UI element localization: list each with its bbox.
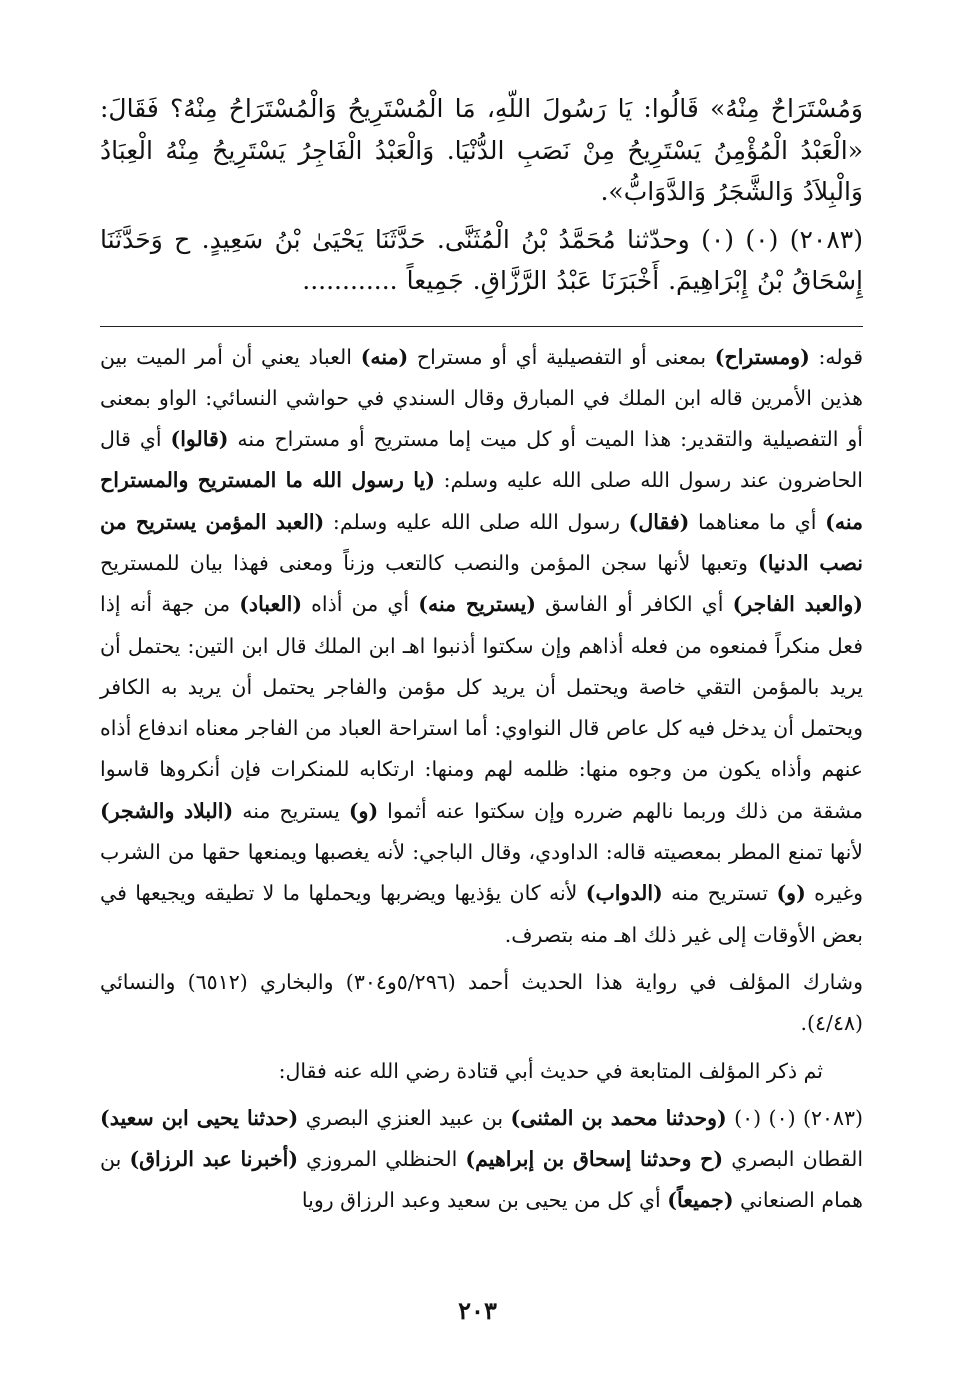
bold-text-run: (جميعاً) bbox=[667, 1188, 734, 1213]
bold-text-run: (والعبد الفاجر) bbox=[732, 592, 863, 617]
text-run: الحنظلي المروزي bbox=[298, 1147, 466, 1172]
commentary-paragraph: وشارك المؤلف في رواية هذا الحديث أحمد (٥/٢٩٦و٣٠٤) والبخاري (٦٥١٢) والنسائي (٤/٤٨). bbox=[100, 969, 863, 1036]
commentary bbox=[100, 337, 863, 1222]
hadith-text bbox=[100, 88, 863, 302]
text-run: وتعبها لأنها سجن المؤمن والنصب كالتعب وزناً ومعنى فهذا بيان للمستريح bbox=[100, 550, 759, 575]
bold-text-run: (الدواب) bbox=[585, 881, 663, 906]
page-number: ٢٠٣ bbox=[458, 1296, 497, 1325]
bold-text-run: (يستريح منه) bbox=[418, 592, 537, 617]
hadith-paragraph: وَمُسْتَرَاحٌ مِنْهُ» قَالُوا: يَا رَسُولَ اللّهِ، مَا الْمُسْتَرِيحُ وَالْمُسْتَرَاحُ مِنْهُ؟ فَقَالَ: «الْعَبْدُ الْمُؤْمِنُ يَسْتَرِيحُ مِنْ نَصَبِ الدُّنْيَا. وَالْعَبْدُ الْفَاجِرُ يَسْتَرِيحُ مِنْهُ الْعِبَادُ وَالْبِلاَدُ وَالشَّجَرُ وَالدَّوَابُّ». bbox=[100, 94, 863, 206]
bold-text-run: (العباد) bbox=[239, 592, 303, 617]
text-run: العباد يعني أن أمر الميت بين هذين الأمرين قاله ابن الملك في المبارق وقال السندي في حواشي النسائي: الواو بمعنى أو التفصيلية والتقدير: هذا الميت أو كل ميت إما مستريح أو مستراح منه bbox=[100, 344, 863, 452]
bold-text-run: (يا رسول الله ما المستريح والمستراح منه) bbox=[100, 468, 864, 534]
text-run: القطان البصري bbox=[723, 1147, 864, 1172]
text-run: لأنه كان يؤذيها ويضربها ويحملها ما لا تطيقه ويجيعها في بعض الأوقات إلى غير ذلك اهـ منه بتصرف. bbox=[100, 881, 863, 947]
text-run: قوله: bbox=[809, 344, 863, 369]
bold-text-run: (قالوا) bbox=[170, 427, 229, 452]
footnote-divider bbox=[100, 326, 863, 327]
text-run: لأنها تمنع المطر بمعصيته قاله: الداودي، وقال الباجي: لأنه يغصبها ويمنعها حقها من الشرب وغيره bbox=[100, 840, 864, 906]
commentary-paragraph bbox=[100, 1098, 863, 1222]
text-run: أي من أذاه bbox=[302, 592, 419, 617]
text-run: بمعنى أو التفصيلية أي أو مستراح bbox=[408, 344, 715, 369]
bold-text-run: (و) bbox=[348, 798, 379, 823]
text-run: بن همام الصنعاني bbox=[100, 1147, 863, 1213]
bold-text-run: (و) bbox=[776, 881, 806, 906]
bold-text-run: (حدثنا يحيى ابن سعيد) bbox=[100, 1105, 299, 1130]
text-run: أي الكافر أو الفاسق bbox=[536, 592, 733, 617]
commentary-paragraph: ثم ذكر المؤلف المتابعة في حديث أبي قتادة رضي الله عنه فقال: bbox=[278, 1058, 823, 1083]
bold-text-run: (العبد المؤمن يستريح من نصب الدنيا) bbox=[100, 509, 863, 575]
text-run: بن عبيد العنزي البصري bbox=[298, 1105, 511, 1130]
bold-text-run: (وحدثنا محمد بن المثنى) bbox=[510, 1105, 727, 1130]
bold-text-run: (منه) bbox=[360, 344, 409, 369]
bold-text-run: (فقال) bbox=[628, 509, 690, 534]
bold-text-run: (البلاد والشجر) bbox=[100, 798, 234, 823]
text-run: أي ما معناهما bbox=[689, 509, 826, 534]
text-run: أي كل من يحيى بن سعيد وعبد الرزاق رويا bbox=[301, 1188, 668, 1213]
commentary-paragraph bbox=[100, 337, 863, 956]
text-run: (٢٠٨٣) (٠) (٠) bbox=[726, 1105, 864, 1130]
bold-text-run: (ومستراح) bbox=[714, 344, 810, 369]
text-run: رسول الله صلى الله عليه وسلم: bbox=[324, 509, 629, 534]
text-run: أي قال الحاضرون عند رسول الله صلى الله عليه وسلم: bbox=[100, 427, 863, 493]
bold-text-run: (ح وحدثنا إسحاق بن إبراهيم) bbox=[465, 1147, 724, 1172]
text-run: تستريح منه bbox=[662, 881, 777, 906]
bold-text-run: (أخبرنا عبد الرزاق) bbox=[129, 1147, 299, 1172]
text-run: يستريح منه bbox=[233, 798, 349, 823]
hadith-chain-paragraph: (٢٠٨٣) (٠) (٠) وحدّثنا مُحَمَّدُ بْنُ الْمُثَنَّى. حَدَّثَنَا يَحْيَىٰ بْنُ سَعِيدٍ. ح وَحَدَّثَنَا إِسْحَاقُ بْنُ إِبْرَاهِيمَ. أَخْبَرَنَا عَبْدُ الرَّزَّاقِ. جَمِيعاً ............ bbox=[100, 224, 863, 295]
text-run: من جهة أنه إذا فعل منكراً فمنعوه من فعله أذاهم وإن سكتوا أذنبوا اهـ ابن الملك قال ابن التين: يحتمل أن يريد بالمؤمن التقي خاصة ويحتمل أن يريد كل مؤمن والفاجر يحتمل أن يريد به الكافر ويحتمل أن يدخل فيه كل عاص قال النواوي: أما استراحة العباد من الفاجر معناه اندفاع أذاه عنهم وأذاه يكون من وجوه منها: ظلمه لهم ومنها: ارتكابه للمنكرات فإن أنكروها قاسوا مشقة من ذلك وربما نالهم ضرره وإن سكتوا عنه أثموا bbox=[100, 592, 863, 823]
